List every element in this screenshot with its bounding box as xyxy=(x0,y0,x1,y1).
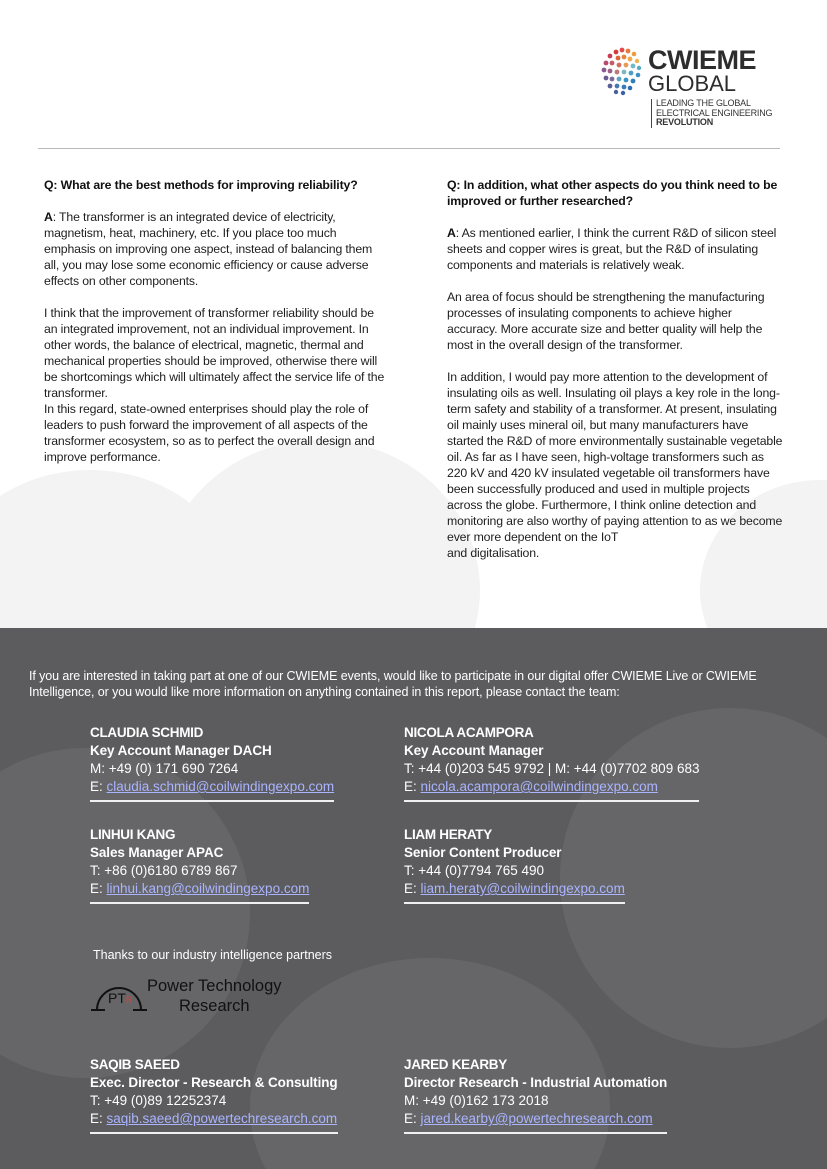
contact-card xyxy=(404,724,699,802)
contact-footer xyxy=(0,628,827,1169)
tagline-line: REVOLUTION xyxy=(656,117,714,127)
contact-email-link[interactable]: liam.heraty@coilwindingexpo.com xyxy=(420,881,625,896)
partner-logo xyxy=(89,976,299,1018)
contact-name: CLAUDIA SCHMID xyxy=(90,725,204,740)
answer-paragraph: A: As mentioned earlier, I think the current R&D of silicon steel sheets and copper wires is great, but the R&D of insulating components and materials is relatively weak. xyxy=(447,226,777,272)
contact-underline xyxy=(404,800,699,802)
contact-name: SAQIB SAEED xyxy=(90,1057,180,1072)
body-paragraph: I think that the improvement of transformer reliability should be an integrated improvement, not an individual improvement. In other words, the balance of electrical, magnetic, thermal and mechanical properties should be improved, otherwise there will be shortcomings which will ultimately affect the service life of the transformer. xyxy=(44,306,385,400)
contact-underline xyxy=(90,902,309,904)
contact-phone: T: +86 (0)6180 6789 867 xyxy=(90,863,238,878)
answer-paragraph: A: The transformer is an integrated device of electricity, magnetism, heat, machinery, etc. If you place too much emphasis on improving one aspect, instead of balancing them all, you may lose some economic efficiency or cause adverse effects on other components. xyxy=(44,210,373,288)
ptr-mark: PTR xyxy=(108,990,133,1006)
contact-email-link[interactable]: claudia.schmid@coilwindingexpo.com xyxy=(106,779,335,794)
contact-role: Director Research - Industrial Automation xyxy=(404,1075,668,1090)
contact-email-link[interactable]: nicola.acampora@coilwindingexpo.com xyxy=(420,779,658,794)
contact-email-link[interactable]: jared.kearby@powertechresearch.com xyxy=(420,1111,653,1126)
contact-name: LINHUI KANG xyxy=(90,827,176,842)
dots-icon xyxy=(600,46,644,96)
contact-email-line: E: linhui.kang@coilwindingexpo.com xyxy=(90,881,310,896)
contact-phone: M: +49 (0) 171 690 7264 xyxy=(90,761,239,776)
question-heading: Q: What are the best methods for improving reliability? xyxy=(44,178,358,192)
contact-role: Exec. Director - Research & Consulting xyxy=(90,1075,338,1090)
contact-email-line: E: liam.heraty@coilwindingexpo.com xyxy=(404,881,625,896)
contact-email-link[interactable]: saqib.saeed@powertechresearch.com xyxy=(106,1111,338,1126)
contact-name: LIAM HERATY xyxy=(404,827,492,842)
contact-role: Sales Manager APAC xyxy=(90,845,224,860)
contact-email-line: E: claudia.schmid@coilwindingexpo.com xyxy=(90,779,335,794)
ptr-logo-text: Power Technology Research xyxy=(147,977,282,1015)
question-heading: Q: In addition, what other aspects do you think need to be improved or further researched? xyxy=(447,178,778,208)
partners-heading: Thanks to our industry intelligence partners xyxy=(93,948,333,962)
contact-email-line: E: jared.kearby@powertechresearch.com xyxy=(404,1111,653,1126)
logo-subtitle: GLOBAL xyxy=(648,71,737,96)
right-column xyxy=(447,177,785,577)
tagline-line: ELECTRICAL ENGINEERING xyxy=(656,107,773,118)
body-paragraph: An area of focus should be strengthening the manufacturing processes of insulating components to achieve higher accuracy. More accurate size and better quality will help the most in the overall design of the transformer. xyxy=(447,290,765,352)
logo-tagline xyxy=(651,99,772,128)
contact-card xyxy=(90,1056,338,1134)
contact-role: Senior Content Producer xyxy=(404,845,562,860)
contact-role: Key Account Manager DACH xyxy=(90,743,272,758)
contact-name: NICOLA ACAMPORA xyxy=(404,725,534,740)
contact-underline xyxy=(404,1132,667,1134)
contact-phone: T: +49 (0)89 12252374 xyxy=(90,1093,227,1108)
contact-underline xyxy=(90,1132,338,1134)
contact-card xyxy=(90,724,334,802)
contact-email-line: E: nicola.acampora@coilwindingexpo.com xyxy=(404,779,658,794)
logo-title: CWIEME xyxy=(648,45,756,75)
tagline-line: LEADING THE GLOBAL xyxy=(656,98,751,108)
contact-phone: M: +49 (0)162 173 2018 xyxy=(404,1093,549,1108)
contact-card xyxy=(90,826,309,904)
contact-name: JARED KEARBY xyxy=(404,1057,507,1072)
contact-card xyxy=(404,1056,667,1134)
cwieme-logo xyxy=(600,44,790,134)
contact-intro: If you are interested in taking part at one of our CWIEME events, would like to participate in our digital offer CWIEME Live or CWIEME Intelligence, or you would like more information on anything contained in this report, please contact the team: xyxy=(29,669,757,699)
contact-card xyxy=(404,826,625,904)
body-paragraph: and digitalisation. xyxy=(447,546,540,560)
left-column xyxy=(44,177,386,481)
header-divider xyxy=(38,148,780,149)
body-paragraph: In addition, I would pay more attention to the development of insulating oils as well. Insulating oil plays a key role in the long-term safety and stability of a transformer. At present, insulating oil mainly uses mineral oil, but many manufacturers have started the R&D of more environmentally sustainable vegetable oil. As far as I have seen, high-voltage transformers such as 220 kV and 420 kV insulated vegetable oil transformers have been successfully produced and used in multiple projects across the globe. Furthermore, I think online detection and monitoring are also worthy of paying attention to as we become ever more dependent on the IoT xyxy=(447,370,783,544)
contact-role: Key Account Manager xyxy=(404,743,544,758)
contact-email-link[interactable]: linhui.kang@coilwindingexpo.com xyxy=(106,881,310,896)
body-paragraph: In this regard, state-owned enterprises should play the role of leaders to push forward the improvement of all aspects of the transformer ecosystem, so as to perfect the overall design and improve performance. xyxy=(44,402,375,464)
contact-phone: T: +44 (0)7794 765 490 xyxy=(404,863,544,878)
contact-email-line: E: saqib.saeed@powertechresearch.com xyxy=(90,1111,338,1126)
contact-phone: T: +44 (0)203 545 9792 | M: +44 (0)7702 809 683 xyxy=(404,761,700,776)
contact-underline xyxy=(90,800,334,802)
contact-underline xyxy=(404,902,625,904)
